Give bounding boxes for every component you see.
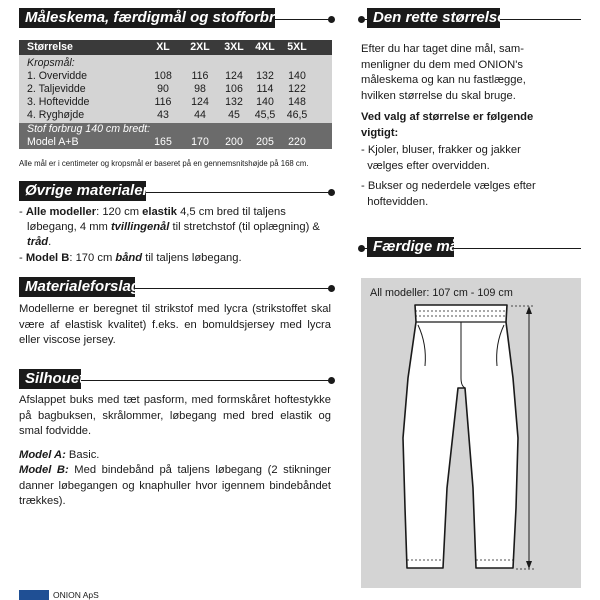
table-cell: 43: [157, 109, 169, 121]
divider-dot: [328, 377, 335, 384]
row-label: 1. Overvidde: [27, 70, 88, 82]
table-row: [19, 83, 332, 95]
finished-measure-figure: [361, 278, 581, 588]
table-row: [19, 96, 332, 108]
table-section: [19, 57, 332, 69]
fabric-title-row: [19, 123, 332, 135]
table-cell: 98: [194, 83, 206, 95]
materials-line: - Model B: 170 cm bånd til taljens løbegang.: [19, 252, 242, 264]
company-name: ONION ApS: [53, 590, 99, 600]
table-cell: 124: [225, 70, 243, 82]
pants-illustration: [361, 278, 581, 588]
table-cell: 140: [288, 70, 306, 82]
table-cell: 122: [288, 83, 306, 95]
table-cell: 220: [288, 136, 306, 148]
table-cell: 45,5: [254, 109, 276, 121]
section-label: Kropsmål:: [27, 57, 75, 69]
header-finished-measures: Færdige mål: [367, 237, 454, 257]
divider: [454, 248, 581, 249]
row-label: 2. Taljevidde: [27, 83, 86, 95]
row-label: 3. Hoftevidde: [27, 96, 90, 108]
divider: [275, 19, 330, 20]
finished-measure-label: All modeller: 107 cm - 109 cm: [370, 287, 513, 299]
divider-dot: [328, 285, 335, 292]
divider-dot: [328, 16, 335, 23]
divider-dot: [328, 189, 335, 196]
header-size-chart: Måleskema, færdigmål og stofforbrug: [19, 8, 275, 28]
table-cell: 205: [256, 136, 274, 148]
size-header: XL: [156, 41, 170, 53]
table-cell: 116: [191, 70, 209, 82]
table-cell: 148: [288, 96, 306, 108]
table-cell: 200: [225, 136, 243, 148]
header-silhouette: Silhouet: [19, 369, 81, 389]
intro-text: Efter du har taget dine mål, sam- menligner du dem med ONION's måleskema og kan nu fastlægge, hvilken størrelse du skal bruge.: [361, 43, 526, 102]
table-cell: 132: [256, 70, 274, 82]
fabric-title: Stof forbrug 140 cm bredt:: [27, 123, 151, 135]
divider: [500, 19, 581, 20]
header-right-size: Den rette størrelse: [367, 8, 500, 28]
size-header: 5XL: [287, 41, 307, 53]
materials-line: - Alle modeller: 120 cm elastik 4,5 cm bred til taljens: [19, 206, 286, 218]
bullet-pants: - Bukser og nederdele vælges efter hoftevidden.: [361, 180, 536, 208]
table-cell: 124: [191, 96, 209, 108]
measurement-note: Alle mål er i centimeter og kropsmål er baseret på en gennemsnitshøjde på 168 cm.: [19, 159, 309, 168]
bullet-dress: - Kjoler, bluser, frakker og jakker vælges efter overvidden.: [361, 144, 521, 172]
table-header-label: Størrelse: [27, 41, 73, 53]
model-a: Model A: Basic.: [19, 449, 100, 461]
table-cell: 170: [191, 136, 209, 148]
silhouette-text: Afslappet buks med tæt pasform, med formskåret hoftestykke på bagbuksen, skrålommer, løbegang med bred elastik og smal fodvidde.: [19, 394, 331, 437]
table-cell: 44: [194, 109, 206, 121]
choice-title: Ved valg af størrelse er følgende vigtigt:: [361, 111, 534, 139]
fabric-row: [19, 135, 332, 149]
table-cell: 114: [256, 83, 274, 95]
divider: [146, 192, 330, 193]
size-table: [19, 40, 332, 149]
table-header-row: [19, 40, 332, 55]
divider: [135, 288, 330, 289]
table-cell: 46,5: [286, 109, 308, 121]
table-cell: 45: [228, 109, 240, 121]
size-header: 2XL: [190, 41, 210, 53]
materials-line: tråd.: [27, 236, 52, 248]
row-label: 4. Ryghøjde: [27, 109, 85, 121]
model-b: Model B: Med bindebånd på taljens løbegang (2 stikninger danner løbegangen og knaphuller hvor igennem bindebåndet trækkes).: [19, 464, 332, 507]
size-header: 3XL: [224, 41, 244, 53]
table-cell: 90: [157, 83, 169, 95]
header-other-materials: Øvrige materialer: [19, 181, 146, 201]
table-cell: 116: [154, 96, 172, 108]
row-label: Model A+B: [27, 136, 79, 148]
table-cell: 165: [154, 136, 172, 148]
table-row: [19, 70, 332, 82]
size-header: 4XL: [255, 41, 275, 53]
material-text: Modellerne er beregnet til strikstof med lycra (strikstoffet skal være af elastisk kvalitet) f.eks. en bomuldsjersey med lycra eller viscose jersey.: [19, 303, 331, 346]
materials-line: løbegang, 4 mm tvillingenål til stretchstof (til oplægning) &: [27, 221, 320, 233]
table-row: [19, 109, 332, 121]
table-cell: 108: [154, 70, 172, 82]
table-cell: 132: [225, 96, 243, 108]
divider: [81, 380, 330, 381]
table-cell: 106: [225, 83, 243, 95]
table-cell: 140: [256, 96, 274, 108]
onion-logo: [19, 590, 49, 600]
header-material-suggestion: Materialeforslag: [19, 277, 135, 297]
